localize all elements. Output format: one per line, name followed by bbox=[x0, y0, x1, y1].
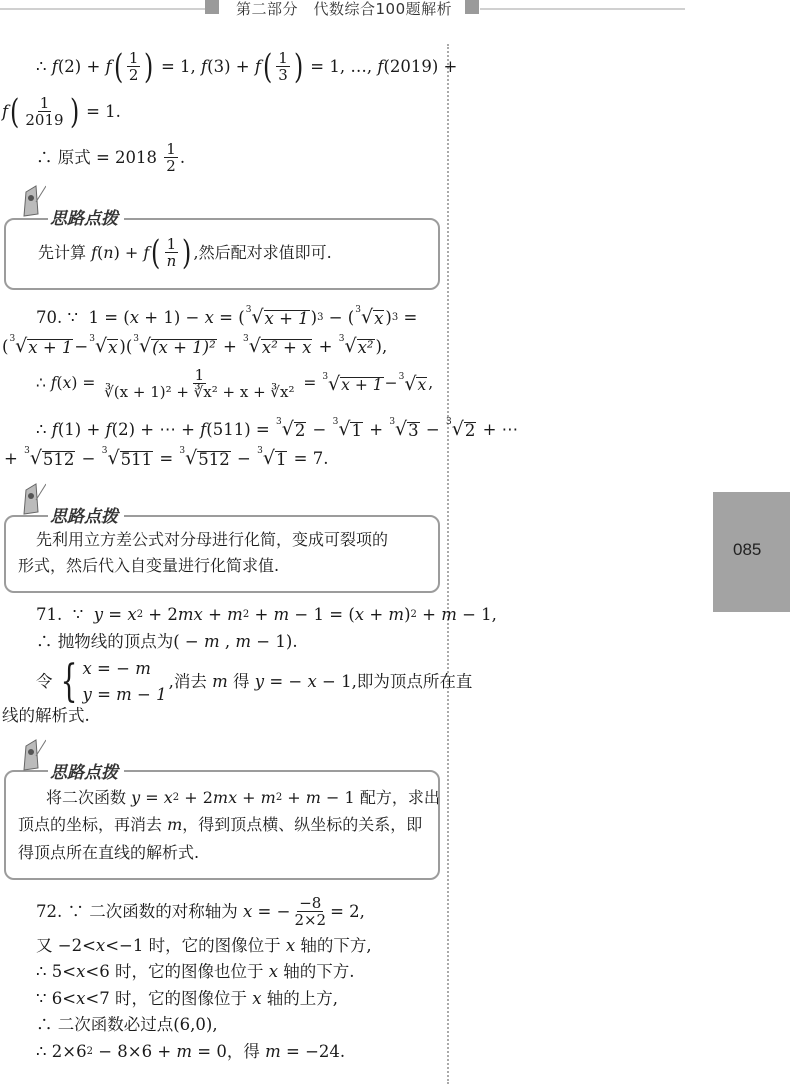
tip-text-line bbox=[36, 532, 388, 548]
text-run: ) bbox=[310, 307, 318, 327]
root-index: 3 bbox=[243, 334, 249, 344]
math-line bbox=[36, 1044, 345, 1061]
math-variable: x bbox=[163, 788, 173, 807]
radical-sign: √ bbox=[248, 335, 261, 357]
page-number: 085 bbox=[733, 540, 762, 559]
fraction-group bbox=[290, 896, 330, 928]
numerator: 1 bbox=[128, 49, 139, 67]
text-run: + bbox=[217, 336, 243, 356]
math-variable: x bbox=[354, 605, 365, 624]
text-run: − 1). bbox=[251, 632, 298, 651]
numerator: 1 bbox=[166, 140, 176, 158]
text-run: ∴ 二次函数必过点(6,0), bbox=[36, 1015, 218, 1034]
text-run: 72. ∵ 二次函数的对称轴为 bbox=[36, 901, 243, 921]
text-run: + bbox=[364, 605, 389, 624]
text-run: , bbox=[428, 374, 434, 393]
text-run: ) bbox=[385, 307, 392, 327]
radicand: x + 1 bbox=[28, 338, 73, 357]
text-run: ( bbox=[56, 374, 63, 393]
text-run: + bbox=[313, 336, 338, 356]
radical-sign: √ bbox=[251, 306, 264, 328]
math-variable: x bbox=[242, 901, 253, 921]
math-variable: f bbox=[50, 374, 57, 393]
radicand: (x + 1)² bbox=[152, 338, 216, 357]
math-variable: f bbox=[201, 56, 208, 76]
radical-sign: √ bbox=[328, 372, 341, 395]
text-run: ∴ 原式 = 2018 bbox=[36, 147, 163, 167]
cube-root bbox=[133, 334, 216, 357]
right-paren: ) bbox=[144, 47, 154, 87]
radicand: 3 bbox=[408, 421, 419, 440]
text-run: = bbox=[154, 448, 179, 468]
text-run: − 8×6 + bbox=[92, 1042, 177, 1061]
math-variable: m bbox=[388, 605, 405, 624]
math-line bbox=[36, 47, 458, 87]
fraction bbox=[164, 142, 178, 174]
cube-root bbox=[398, 371, 428, 395]
radicand: x bbox=[108, 338, 118, 357]
math-variable: m bbox=[167, 815, 183, 834]
radicand: x² bbox=[357, 338, 374, 357]
text-run: + 2 bbox=[179, 788, 213, 807]
cube-root bbox=[101, 446, 153, 469]
text-run: + bbox=[363, 419, 389, 439]
text-run: = 2, bbox=[330, 901, 365, 921]
cube-root bbox=[89, 334, 118, 357]
text-run: (3) + bbox=[207, 56, 255, 76]
left-paren: ( bbox=[151, 233, 161, 273]
text-run: 轴的下方, bbox=[295, 936, 372, 955]
math-variable: f bbox=[200, 419, 207, 439]
radicand: 2 bbox=[464, 421, 476, 440]
text-run: ∴ 2×6 bbox=[36, 1042, 87, 1061]
text-run: − 1 配方，求出 bbox=[320, 788, 440, 807]
text-run: ∴ 抛物线的顶点为( − bbox=[36, 632, 204, 651]
root-index: 3 bbox=[389, 417, 396, 427]
math-variable: m bbox=[265, 1042, 281, 1061]
system-row: x = − m bbox=[82, 658, 151, 678]
fraction-group bbox=[112, 47, 156, 87]
text-run: − 1, bbox=[456, 605, 497, 624]
math-variable: m bbox=[305, 788, 321, 807]
cube-root bbox=[243, 334, 312, 357]
text-run: <−1 时，它的图像位于 bbox=[105, 936, 286, 955]
radical-sign: √ bbox=[338, 418, 351, 440]
denominator: 3 bbox=[278, 66, 288, 84]
superscript: 3 bbox=[391, 311, 399, 323]
fraction-group bbox=[162, 142, 180, 174]
pencil-mascot-icon bbox=[20, 482, 46, 516]
header-rule-left bbox=[0, 8, 205, 10]
math-variable: f bbox=[51, 56, 58, 76]
root-index: 3 bbox=[332, 417, 339, 427]
text-run: 先利用立方差公式对分母进行化简，变成可裂项的 bbox=[36, 530, 389, 549]
math-variable: y bbox=[254, 671, 265, 691]
root-index: 3 bbox=[275, 417, 282, 427]
fraction-group bbox=[261, 47, 305, 87]
text-run: − bbox=[231, 448, 257, 468]
text-run: − bbox=[420, 419, 445, 439]
text-run: = 1, …, bbox=[305, 56, 378, 76]
radicand: x + 1 bbox=[341, 375, 383, 394]
text-run: + bbox=[282, 788, 306, 807]
radicand: x bbox=[374, 309, 384, 328]
math-variable: f bbox=[105, 56, 112, 76]
text-run: + bbox=[249, 605, 274, 624]
text-run: 轴的下方. bbox=[278, 962, 355, 981]
root-index: 3 bbox=[398, 371, 405, 382]
radicand: x + 1 bbox=[264, 309, 309, 328]
text-run: <7 时，它的图像位于 bbox=[85, 989, 253, 1008]
radicand: 2 bbox=[294, 421, 306, 440]
text-run: = bbox=[103, 605, 128, 624]
page-number-tab bbox=[713, 492, 790, 612]
text-run: 顶点的坐标，再消去 bbox=[18, 815, 168, 834]
header-square-left bbox=[205, 0, 219, 14]
tip-text-line bbox=[18, 817, 422, 833]
text-run: ∴ bbox=[36, 374, 51, 393]
math-line bbox=[36, 1017, 218, 1034]
numerator: 1 bbox=[166, 235, 177, 253]
math-line bbox=[36, 368, 433, 400]
tip-text-line bbox=[38, 233, 332, 273]
math-line bbox=[2, 92, 121, 132]
radical-sign: √ bbox=[107, 447, 120, 469]
math-variable: x bbox=[307, 671, 317, 691]
text-run: = bbox=[298, 374, 322, 393]
text-run: + 2 bbox=[143, 605, 178, 624]
left-paren: ( bbox=[10, 92, 20, 132]
root-index: 3 bbox=[24, 446, 30, 456]
superscript: 2 bbox=[242, 609, 250, 621]
system-rows bbox=[82, 658, 167, 704]
text-run: = 7. bbox=[288, 448, 329, 468]
column-divider bbox=[447, 44, 449, 1084]
cube-root bbox=[275, 417, 306, 440]
math-variable: m bbox=[260, 788, 276, 807]
text-run: 形式，然后代入自变量进行化简求值. bbox=[18, 556, 280, 575]
text-run: ), bbox=[375, 336, 388, 356]
radical-sign: √ bbox=[262, 447, 275, 469]
superscript: 2 bbox=[172, 792, 180, 803]
math-variable: m bbox=[441, 605, 457, 624]
running-header-title: 第二部分 代数综合100题解析 bbox=[236, 0, 453, 18]
math-variable: x bbox=[127, 605, 137, 624]
text-run: − bbox=[307, 419, 332, 439]
superscript: 3 bbox=[317, 311, 324, 323]
text-run: + bbox=[202, 605, 228, 624]
math-variable: y bbox=[131, 788, 141, 807]
root-index: 3 bbox=[133, 334, 139, 344]
text-run: ∴ 5< bbox=[36, 962, 77, 981]
fraction bbox=[23, 96, 65, 128]
math-variable: x bbox=[204, 307, 214, 327]
text-run: . bbox=[179, 147, 186, 167]
radical-sign: √ bbox=[395, 418, 408, 440]
pencil-mascot-icon bbox=[20, 184, 46, 218]
superscript: 2 bbox=[410, 609, 417, 621]
text-run: − bbox=[74, 336, 89, 356]
text-run: 又 −2< bbox=[36, 936, 96, 955]
text-run: ( bbox=[2, 336, 9, 356]
math-variable: m bbox=[176, 1042, 193, 1061]
left-paren: ( bbox=[113, 47, 123, 87]
root-index: 3 bbox=[257, 446, 263, 456]
text-run: − bbox=[384, 374, 398, 393]
text-run: = 1, bbox=[155, 56, 202, 76]
cube-root bbox=[338, 334, 375, 357]
math-variable: x bbox=[129, 307, 140, 327]
radical-sign: √ bbox=[29, 447, 42, 469]
text-run: = bbox=[140, 788, 164, 807]
text-run: 轴的上方, bbox=[261, 989, 339, 1008]
text-run: ，得到顶点横、纵坐标的关系，即 bbox=[182, 815, 423, 834]
text-run: = bbox=[398, 307, 418, 327]
text-run: (2) + bbox=[57, 56, 106, 76]
text-run: ,消去 bbox=[168, 671, 213, 691]
text-run: − 1,即为顶点所在直 bbox=[316, 671, 473, 691]
cube-root bbox=[9, 334, 73, 357]
pencil-mascot-icon bbox=[20, 738, 46, 772]
math-line bbox=[36, 991, 338, 1008]
tip-label: 思路点拨 bbox=[48, 502, 124, 527]
text-run: <6 时，它的图像也位于 bbox=[85, 962, 269, 981]
math-variable: f bbox=[254, 56, 261, 76]
left-paren: ( bbox=[262, 47, 273, 87]
math-variable: m bbox=[273, 605, 290, 624]
text-run: = − bbox=[252, 901, 291, 921]
tip-label: 思路点拨 bbox=[48, 204, 124, 229]
math-variable: x bbox=[95, 936, 106, 955]
math-line bbox=[2, 334, 388, 357]
denominator: 2 bbox=[128, 66, 139, 84]
denominator: n bbox=[166, 252, 177, 270]
root-index: 3 bbox=[245, 305, 252, 315]
text-run: 将二次函数 bbox=[46, 788, 132, 807]
superscript: 2 bbox=[136, 609, 144, 621]
radicand: x² + x bbox=[261, 338, 312, 357]
text-run: 得顶点所在直线的解析式. bbox=[18, 843, 200, 862]
text-run: )( bbox=[119, 336, 133, 356]
text-run: 71. ∵ bbox=[36, 605, 94, 624]
text-run: = 0，得 bbox=[192, 1042, 266, 1061]
math-variable: m bbox=[227, 605, 243, 624]
math-variable: f bbox=[91, 243, 98, 262]
right-paren: ) bbox=[69, 92, 79, 132]
text-run: ) bbox=[404, 605, 411, 624]
text-run: 得 bbox=[227, 671, 255, 691]
math-variable: f bbox=[2, 101, 9, 121]
left-brace: { bbox=[60, 656, 77, 707]
numerator: −8 bbox=[299, 894, 322, 912]
root-index: 3 bbox=[89, 334, 95, 344]
text-run: 令 bbox=[36, 671, 53, 691]
text-run: + ⋯ bbox=[477, 419, 519, 439]
math-line bbox=[36, 142, 185, 174]
text-run: − ( bbox=[323, 307, 355, 327]
math-variable: f bbox=[377, 56, 384, 76]
text-run: ) = bbox=[71, 374, 101, 393]
math-variable: f bbox=[51, 419, 58, 439]
system-row: y = m − 1 bbox=[82, 685, 167, 704]
fraction-group bbox=[8, 92, 81, 132]
text-run: (1) + bbox=[57, 419, 106, 439]
text-run: (511) = bbox=[206, 419, 275, 439]
text-run: = −24. bbox=[280, 1042, 346, 1061]
equation-system bbox=[55, 656, 167, 707]
text-run: (2) + ⋯ + bbox=[111, 419, 201, 439]
math-variable: x bbox=[268, 962, 279, 981]
math-line bbox=[36, 305, 418, 328]
radical-sign: √ bbox=[94, 335, 108, 357]
radicand: 1 bbox=[275, 450, 287, 469]
math-variable: mx bbox=[177, 605, 203, 624]
denominator: ∛(x + 1)² + ∛x² + x + ∛x² bbox=[104, 383, 295, 401]
math-variable: m bbox=[212, 671, 228, 691]
text-run: + bbox=[416, 605, 442, 624]
tip-text-line bbox=[46, 790, 440, 806]
math-line bbox=[36, 634, 298, 651]
denominator: 2 bbox=[166, 157, 176, 175]
math-variable: mx bbox=[212, 788, 238, 807]
root-index: 3 bbox=[101, 446, 108, 456]
right-paren: ) bbox=[293, 47, 304, 87]
denominator: 2×2 bbox=[294, 911, 327, 929]
math-variable: x bbox=[76, 989, 86, 1008]
math-line bbox=[36, 964, 355, 981]
denominator: 2019 bbox=[25, 111, 64, 129]
root-index: 3 bbox=[445, 417, 452, 427]
right-paren: ) bbox=[182, 233, 192, 273]
text-run: ∴ bbox=[36, 56, 52, 76]
math-variable: x bbox=[76, 962, 86, 981]
cube-root bbox=[389, 417, 419, 440]
math-variable: n bbox=[103, 243, 114, 262]
fraction-group bbox=[149, 233, 193, 273]
math-variable: f bbox=[143, 243, 150, 262]
tip-text-line bbox=[18, 558, 279, 574]
header-rule-right bbox=[480, 8, 685, 10]
radicand: x bbox=[417, 375, 427, 394]
text-run: + bbox=[237, 788, 261, 807]
text-run: (2019) + bbox=[383, 56, 458, 76]
math-line bbox=[2, 708, 90, 725]
fraction bbox=[127, 51, 141, 83]
radical-sign: √ bbox=[15, 335, 28, 357]
root-index: 3 bbox=[9, 334, 16, 344]
text-run: ,然后配对求值即可. bbox=[193, 243, 332, 262]
text-run: + 1) − bbox=[139, 307, 205, 327]
text-run: ) + bbox=[113, 243, 144, 262]
text-run: ∴ bbox=[36, 419, 52, 439]
radical-sign: √ bbox=[281, 418, 294, 440]
radicand: 512 bbox=[198, 450, 230, 469]
radical-sign: √ bbox=[360, 306, 374, 328]
math-variable: x bbox=[252, 989, 262, 1008]
cube-root bbox=[179, 446, 230, 469]
text-run: ( bbox=[97, 243, 104, 262]
numerator: 1 bbox=[278, 49, 288, 67]
root-index: 3 bbox=[322, 371, 329, 382]
math-variable: m bbox=[204, 632, 220, 651]
math-variable: f bbox=[105, 419, 112, 439]
tip-text-line bbox=[18, 845, 199, 861]
math-line bbox=[36, 896, 365, 928]
root-index: 3 bbox=[355, 305, 361, 315]
cube-root bbox=[322, 371, 383, 395]
fraction bbox=[292, 896, 328, 928]
cube-root bbox=[445, 417, 476, 440]
fraction bbox=[165, 237, 179, 269]
math-variable: m bbox=[235, 632, 252, 651]
text-run: = ( bbox=[213, 307, 245, 327]
root-index: 3 bbox=[338, 334, 345, 344]
root-index: 3 bbox=[179, 446, 186, 456]
fraction bbox=[276, 51, 290, 83]
math-variable: y bbox=[93, 605, 104, 624]
radical-sign: √ bbox=[451, 418, 464, 440]
math-variable: x bbox=[285, 936, 296, 955]
math-line bbox=[36, 938, 372, 955]
text-run: , bbox=[219, 632, 236, 651]
tip-label: 思路点拨 bbox=[48, 758, 124, 783]
superscript: 2 bbox=[86, 1046, 93, 1058]
radical-sign: √ bbox=[404, 372, 417, 395]
cube-root bbox=[332, 417, 363, 440]
numerator: 1 bbox=[194, 366, 205, 384]
header-square-right bbox=[465, 0, 479, 14]
text-run: 70. ∵ 1 = ( bbox=[36, 307, 130, 327]
radical-sign: √ bbox=[344, 335, 357, 357]
cube-root bbox=[245, 305, 310, 328]
math-line bbox=[36, 607, 497, 624]
text-run: − bbox=[76, 448, 101, 468]
text-run: − 1 = ( bbox=[289, 605, 355, 624]
math-line bbox=[36, 656, 473, 707]
radicand: 1 bbox=[351, 421, 362, 440]
cube-root bbox=[257, 446, 287, 469]
radicand: 512 bbox=[42, 450, 75, 469]
text-run: 先计算 bbox=[38, 243, 92, 262]
text-run: ∵ 6< bbox=[36, 989, 77, 1008]
text-run: = − bbox=[264, 671, 308, 691]
fraction bbox=[102, 368, 296, 400]
cube-root bbox=[355, 305, 384, 328]
cube-root bbox=[24, 446, 75, 469]
radical-sign: √ bbox=[185, 447, 198, 469]
fraction-group bbox=[100, 368, 298, 400]
math-line bbox=[36, 417, 519, 440]
math-variable: x bbox=[62, 374, 72, 393]
text-run: + bbox=[4, 448, 24, 468]
superscript: 2 bbox=[275, 792, 283, 803]
radical-sign: √ bbox=[139, 335, 152, 357]
radicand: 511 bbox=[120, 450, 153, 469]
numerator: 1 bbox=[39, 94, 50, 112]
text-run: 线的解析式. bbox=[2, 706, 90, 725]
text-run: = 1. bbox=[80, 101, 121, 121]
math-line bbox=[4, 446, 329, 469]
